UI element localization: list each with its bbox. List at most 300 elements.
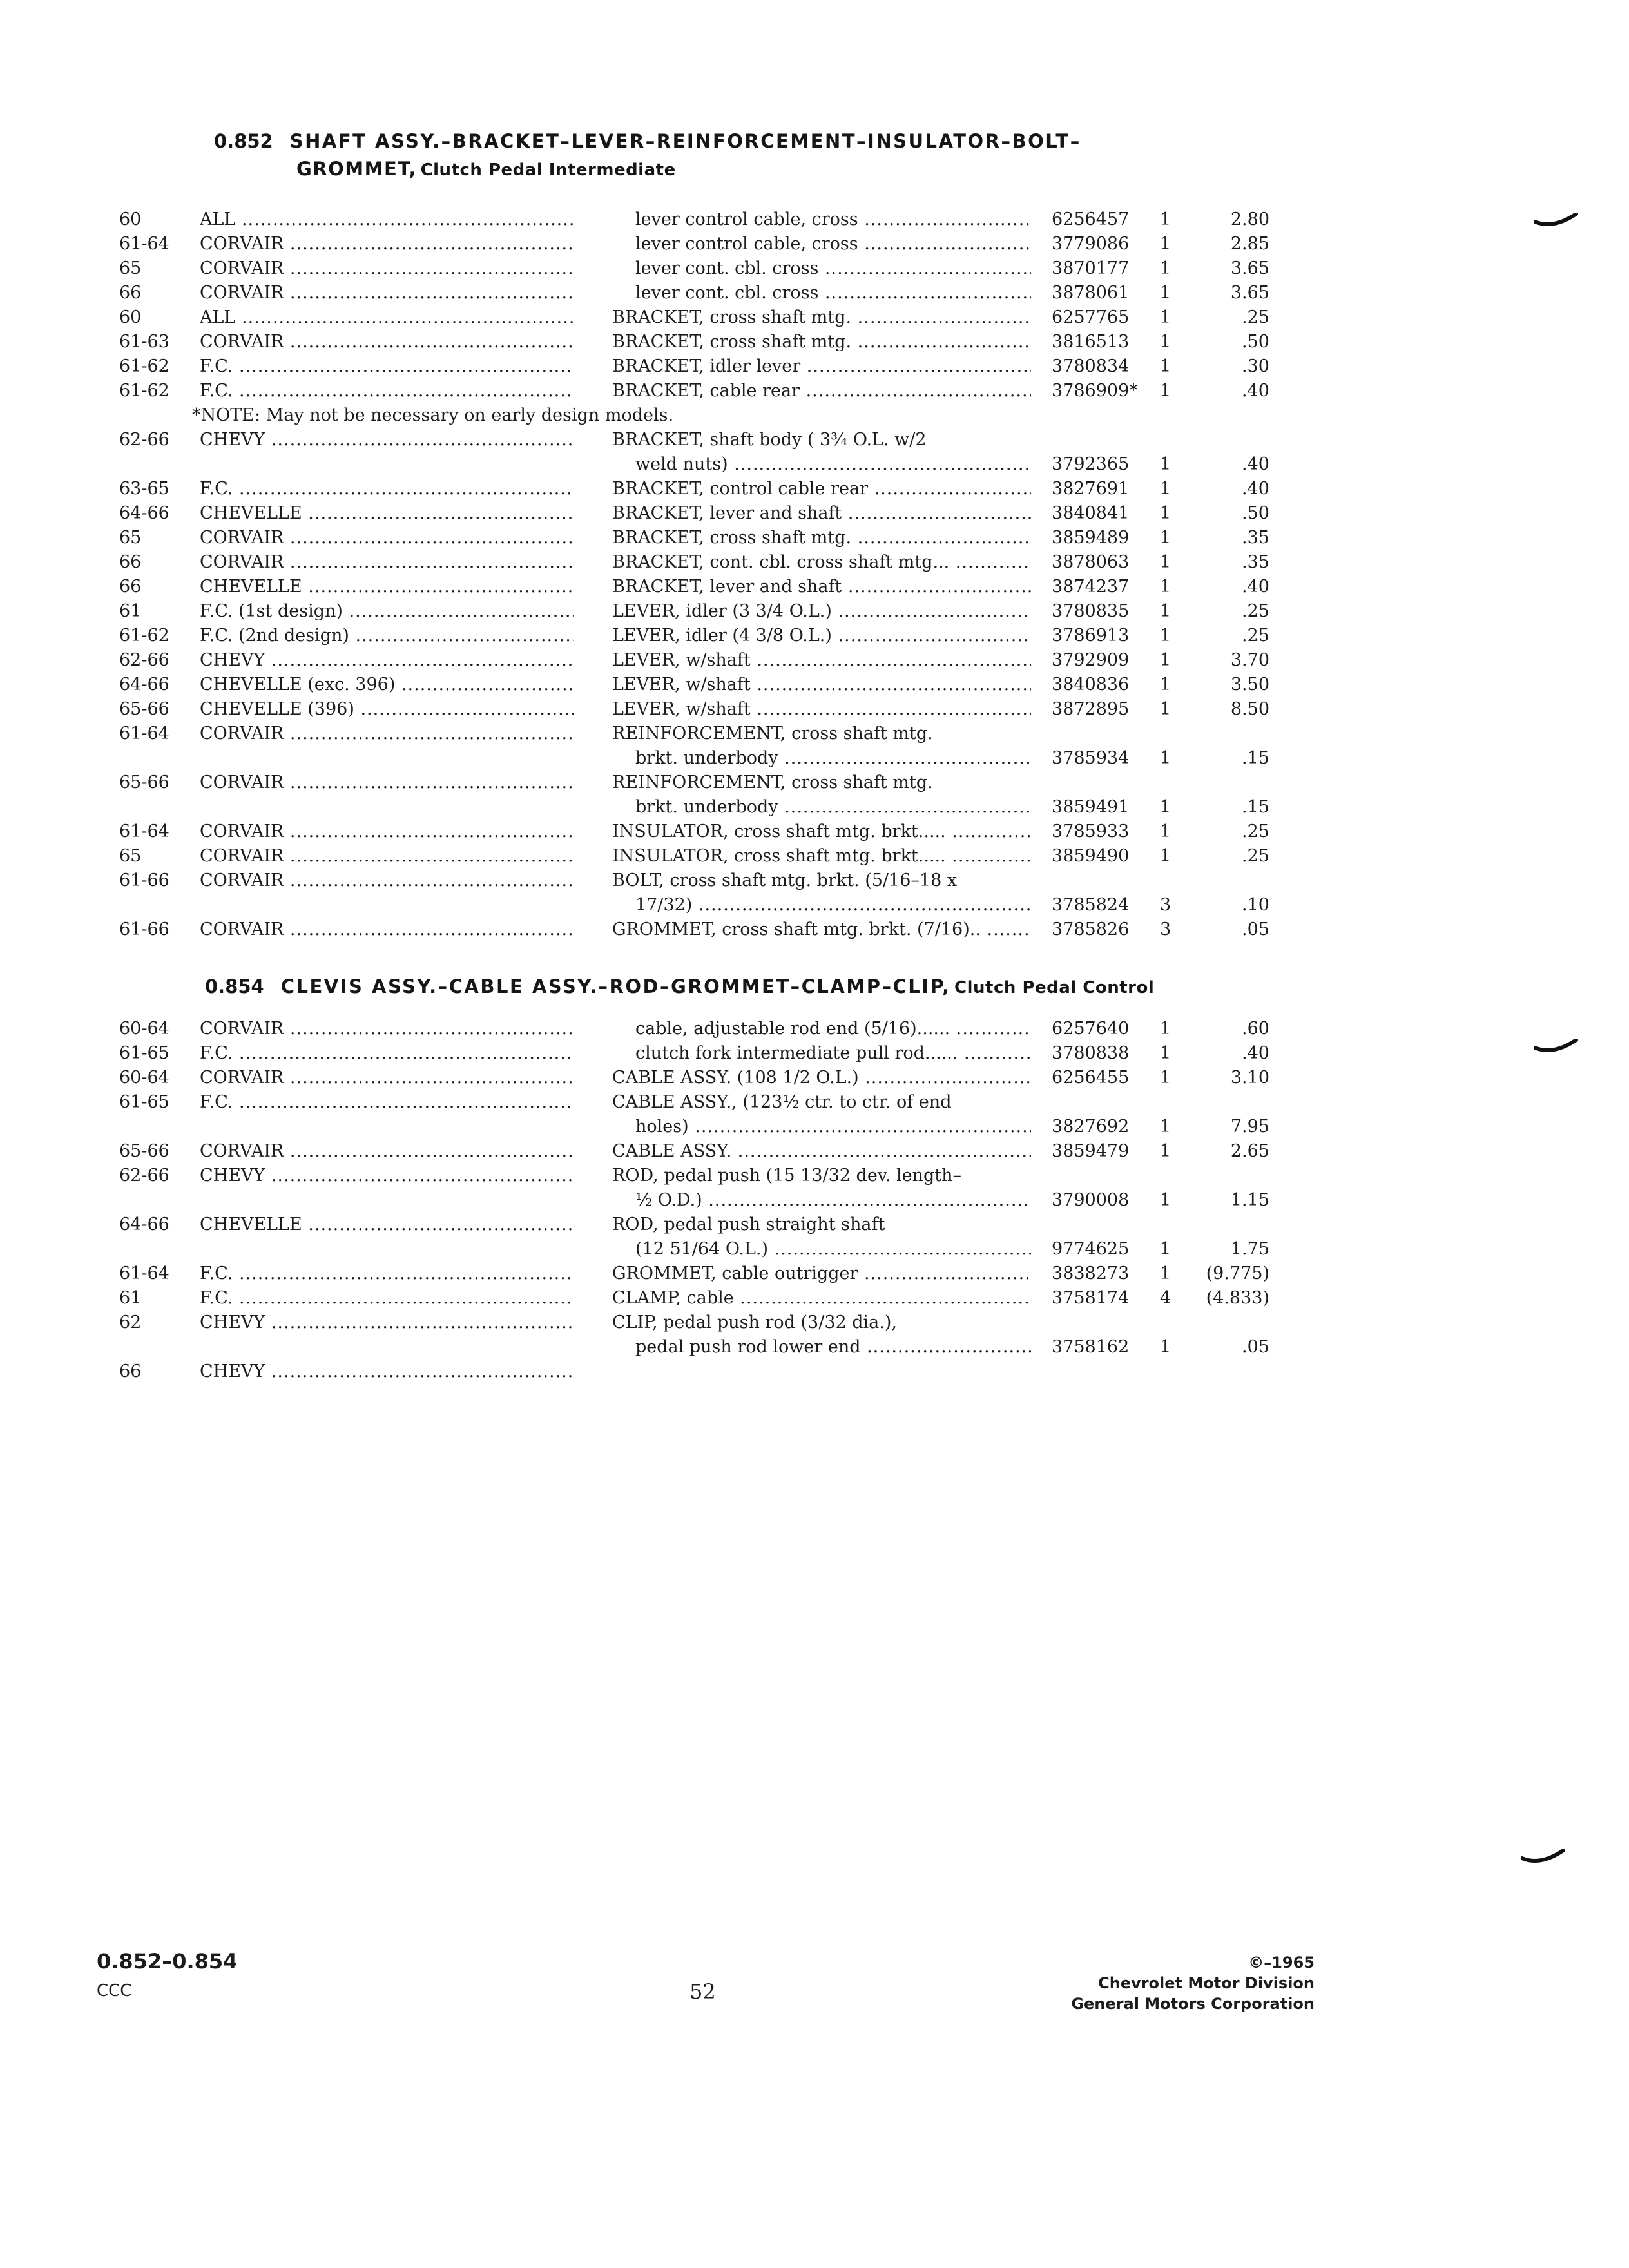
- vehicle-model-text: F.C.: [200, 479, 233, 499]
- description-text: holes): [635, 1117, 689, 1137]
- description-line: [612, 746, 1031, 771]
- part-description: [612, 550, 1031, 575]
- binder-mark-icon: [1534, 213, 1579, 232]
- description-text: clutch fork intermediate pull rod......: [635, 1043, 958, 1063]
- description-line: [612, 771, 1031, 795]
- model-year: 61: [119, 601, 142, 621]
- description-text: BOLT, cross shaft mtg. brkt. (5/16–18 x: [612, 870, 958, 890]
- parts-row: [0, 1213, 1629, 1262]
- vehicle-model: [200, 232, 574, 256]
- quantity: 1: [1160, 1043, 1171, 1063]
- description-text: BRACKET, lever and shaft: [612, 503, 842, 523]
- vehicle-model-text: CHEVELLE: [200, 503, 302, 523]
- description-text: GROMMET, cross shaft mtg. brkt. (7/16)..: [612, 919, 981, 939]
- description-line: [612, 256, 1031, 281]
- vehicle-model: [200, 281, 574, 305]
- description-line: [612, 1237, 1031, 1262]
- vehicle-model: [200, 869, 574, 893]
- part-description: [612, 1090, 1031, 1139]
- part-description: [612, 330, 1031, 354]
- vehicle-model: [200, 575, 574, 599]
- vehicle-model-text: F.C.: [200, 356, 233, 376]
- vehicle-model-text: CORVAIR: [200, 1068, 284, 1088]
- description-line: [612, 354, 1031, 379]
- parts-row: [0, 281, 1629, 305]
- vehicle-model-text: CORVAIR: [200, 332, 284, 352]
- quantity: 1: [1160, 601, 1171, 621]
- parts-row: [0, 844, 1629, 869]
- part-description: [612, 844, 1031, 869]
- description-text: pedal push rod lower end: [635, 1337, 861, 1357]
- part-description: [612, 501, 1031, 526]
- parts-row: [0, 1360, 1629, 1384]
- parts-row: [0, 673, 1629, 697]
- parts-row: [0, 1311, 1629, 1360]
- parts-row: [0, 207, 1629, 232]
- price: 3.50: [1230, 675, 1269, 695]
- division-name: Chevrolet Motor Division: [1098, 1974, 1315, 1992]
- parts-row: [0, 501, 1629, 526]
- description-text: lever control cable, cross: [635, 234, 858, 254]
- part-number: 3878061: [1052, 283, 1130, 303]
- part-number: 3874237: [1052, 577, 1130, 597]
- description-line: [612, 305, 1031, 330]
- vehicle-model-text: CORVAIR: [200, 234, 284, 254]
- part-description: [612, 648, 1031, 673]
- vehicle-model: [200, 1017, 574, 1041]
- price: .40: [1242, 454, 1269, 474]
- description-line: [612, 820, 1031, 844]
- part-number: 3859489: [1052, 528, 1130, 548]
- vehicle-model-text: CORVAIR: [200, 773, 284, 793]
- description-text: lever cont. cbl. cross: [635, 258, 819, 278]
- vehicle-model-text: CHEVY: [200, 1166, 265, 1186]
- part-number: 3827692: [1052, 1117, 1130, 1137]
- part-number: 3870177: [1052, 258, 1130, 278]
- description-text: 17/32): [635, 895, 693, 915]
- part-number: 3859490: [1052, 846, 1130, 866]
- model-year: 61: [119, 1288, 142, 1308]
- description-line: [612, 477, 1031, 501]
- description-text: BRACKET, shaft body ( 3¾ O.L. w/2: [612, 430, 927, 450]
- description-line: [612, 1066, 1031, 1090]
- part-number: 3780838: [1052, 1043, 1130, 1063]
- description-text: LEVER, w/shaft: [612, 650, 751, 670]
- model-year: 61-64: [119, 822, 169, 841]
- description-text: BRACKET, cross shaft mtg.: [612, 332, 852, 352]
- description-line: [612, 599, 1031, 624]
- description-text: BRACKET, cont. cbl. cross shaft mtg...: [612, 552, 950, 572]
- vehicle-model-text: CORVAIR: [200, 724, 284, 744]
- quantity: 1: [1160, 1019, 1171, 1039]
- part-description: [612, 428, 1031, 477]
- model-year: 61-62: [119, 356, 169, 376]
- parts-row: [0, 477, 1629, 501]
- model-year: 63-65: [119, 479, 169, 499]
- model-year: 62: [119, 1312, 142, 1332]
- quantity: 1: [1160, 234, 1171, 254]
- quantity: 1: [1160, 209, 1171, 229]
- description-line: [612, 1090, 1031, 1115]
- section-title: SHAFT ASSY.–BRACKET–LEVER–REINFORCEMENT–INSULATOR–BOLT–: [289, 130, 1081, 152]
- part-description: [612, 1286, 1031, 1311]
- quantity: 1: [1160, 258, 1171, 278]
- vehicle-model-text: CHEVY: [200, 1361, 265, 1381]
- catalog-code: CCC: [97, 1981, 132, 2001]
- section-number: 0.852: [214, 130, 273, 152]
- parts-row: [0, 330, 1629, 354]
- part-number: 3790008: [1052, 1190, 1130, 1210]
- vehicle-model: [200, 697, 574, 722]
- description-text: CABLE ASSY., (123½ ctr. to ctr. of end: [612, 1092, 952, 1112]
- description-text: lever cont. cbl. cross: [635, 283, 819, 303]
- part-number: 6256457: [1052, 209, 1130, 229]
- vehicle-model: [200, 526, 574, 550]
- vehicle-model-text: CORVAIR: [200, 1019, 284, 1039]
- part-description: [612, 1139, 1031, 1164]
- parts-row: [0, 232, 1629, 256]
- part-description: [612, 1041, 1031, 1066]
- vehicle-model: [200, 820, 574, 844]
- model-year: 64-66: [119, 503, 169, 523]
- section-header-0854: [205, 974, 1236, 1002]
- description-text: (12 51/64 O.L.): [635, 1239, 769, 1259]
- part-number: 3780835: [1052, 601, 1130, 621]
- description-line: [612, 697, 1031, 722]
- vehicle-model: [200, 1139, 574, 1164]
- vehicle-model: [200, 1360, 574, 1384]
- quantity: 1: [1160, 454, 1171, 474]
- part-description: [612, 379, 1031, 403]
- description-text: LEVER, w/shaft: [612, 699, 751, 719]
- description-line: [612, 232, 1031, 256]
- model-year: 61-62: [119, 626, 169, 646]
- vehicle-model: [200, 1066, 574, 1090]
- section-subtitle: Clutch Pedal Control: [954, 978, 1155, 997]
- quantity: 1: [1160, 528, 1171, 548]
- parts-row: [0, 575, 1629, 599]
- vehicle-model: [200, 771, 574, 795]
- price: 3.65: [1230, 283, 1269, 303]
- part-description: [612, 820, 1031, 844]
- parts-list-0854: [0, 1017, 1629, 1384]
- quantity: 1: [1160, 748, 1171, 768]
- model-year: 64-66: [119, 1215, 169, 1235]
- vehicle-model-text: CORVAIR: [200, 283, 284, 303]
- model-year: 65-66: [119, 699, 169, 719]
- description-line: [612, 207, 1031, 232]
- vehicle-model-text: CHEVELLE (exc. 396): [200, 675, 396, 695]
- quantity: 1: [1160, 1264, 1171, 1283]
- part-description: [612, 918, 1031, 942]
- vehicle-model: [200, 354, 574, 379]
- description-line: [612, 501, 1031, 526]
- model-year: 66: [119, 1361, 142, 1381]
- vehicle-model: [200, 1286, 574, 1311]
- section-title: CLEVIS ASSY.–CABLE ASSY.–ROD–GROMMET–CLAMP–CLIP,: [280, 975, 951, 997]
- part-number: 3785824: [1052, 895, 1130, 915]
- quantity: 1: [1160, 1337, 1171, 1357]
- description-line: [612, 550, 1031, 575]
- vehicle-model: [200, 1041, 574, 1066]
- price: 8.50: [1230, 699, 1269, 719]
- quantity: 1: [1160, 1068, 1171, 1088]
- vehicle-model: [200, 1311, 574, 1335]
- vehicle-model: [200, 624, 574, 648]
- price: .50: [1242, 503, 1269, 523]
- price: 2.85: [1230, 234, 1269, 254]
- vehicle-model-text: F.C. (1st design): [200, 601, 343, 621]
- model-year: 61-65: [119, 1092, 169, 1112]
- quantity: 1: [1160, 332, 1171, 352]
- price: 1.75: [1230, 1239, 1269, 1259]
- model-year: 61-64: [119, 1264, 169, 1283]
- quantity: 1: [1160, 822, 1171, 841]
- vehicle-model-text: CORVAIR: [200, 258, 284, 278]
- model-year: 66: [119, 552, 142, 572]
- price: .30: [1242, 356, 1269, 376]
- part-description: [612, 697, 1031, 722]
- description-text: BRACKET, idler lever: [612, 356, 801, 376]
- vehicle-model-text: CORVAIR: [200, 822, 284, 841]
- model-year: 62-66: [119, 1166, 169, 1186]
- quantity: 4: [1160, 1288, 1171, 1308]
- parts-row: [0, 379, 1629, 403]
- section-header-0852: [214, 129, 1181, 184]
- section-number: 0.854: [205, 975, 264, 997]
- page-number: 52: [689, 1979, 716, 2004]
- description-text: GROMMET, cable outrigger: [612, 1264, 858, 1283]
- part-number: 3786909*: [1052, 381, 1138, 401]
- vehicle-model-text: CORVAIR: [200, 552, 284, 572]
- part-description: [612, 1262, 1031, 1286]
- description-text: CABLE ASSY. (108 1/2 O.L.): [612, 1068, 859, 1088]
- price: .60: [1242, 1019, 1269, 1039]
- parts-row: [0, 697, 1629, 722]
- quantity: 1: [1160, 797, 1171, 817]
- vehicle-model: [200, 207, 574, 232]
- parts-row: [0, 1262, 1629, 1286]
- model-year: 66: [119, 283, 142, 303]
- vehicle-model-text: CHEVELLE: [200, 577, 302, 597]
- description-text: REINFORCEMENT, cross shaft mtg.: [612, 773, 933, 793]
- model-year: 65-66: [119, 1141, 169, 1161]
- vehicle-model-text: CORVAIR: [200, 528, 284, 548]
- vehicle-model-text: F.C.: [200, 1264, 233, 1283]
- part-description: [612, 771, 1031, 820]
- price: (4.833): [1206, 1288, 1269, 1308]
- model-year: 60-64: [119, 1068, 169, 1088]
- parts-row: [0, 820, 1629, 844]
- vehicle-model-text: CHEVY: [200, 650, 265, 670]
- price: 2.80: [1230, 209, 1269, 229]
- part-description: [612, 232, 1031, 256]
- part-description: [612, 575, 1031, 599]
- quantity: 1: [1160, 1141, 1171, 1161]
- model-year: 62-66: [119, 650, 169, 670]
- description-text: lever control cable, cross: [635, 209, 858, 229]
- vehicle-model-text: CORVAIR: [200, 870, 284, 890]
- price: 1.15: [1230, 1190, 1269, 1210]
- parts-row: [0, 624, 1629, 648]
- description-text: weld nuts): [635, 454, 728, 474]
- model-year: 65-66: [119, 773, 169, 793]
- quantity: 1: [1160, 699, 1171, 719]
- quantity: 1: [1160, 283, 1171, 303]
- description-text: INSULATOR, cross shaft mtg. brkt.....: [612, 846, 946, 866]
- price: (9.775): [1206, 1264, 1269, 1283]
- price: .05: [1242, 1337, 1269, 1357]
- parts-row: [0, 771, 1629, 820]
- model-year: 61-66: [119, 870, 169, 890]
- part-number: 3758174: [1052, 1288, 1130, 1308]
- description-line: [612, 575, 1031, 599]
- description-line: [612, 281, 1031, 305]
- price: .40: [1242, 577, 1269, 597]
- quantity: 1: [1160, 1239, 1171, 1259]
- model-year: 61-65: [119, 1043, 169, 1063]
- part-number: 3816513: [1052, 332, 1130, 352]
- model-year: 65: [119, 528, 142, 548]
- binder-mark-icon: [1521, 1849, 1566, 1869]
- description-text: CLIP, pedal push rod (3/32 dia.),: [612, 1312, 897, 1332]
- description-line: [612, 1262, 1031, 1286]
- part-description: [612, 1066, 1031, 1090]
- part-description: [612, 869, 1031, 918]
- description-line: [612, 1017, 1031, 1041]
- section-range: 0.852–0.854: [97, 1949, 238, 1974]
- price: 7.95: [1230, 1117, 1269, 1137]
- description-text: brkt. underbody: [635, 797, 778, 817]
- vehicle-model: [200, 673, 574, 697]
- section-title-line2: GROMMET,: [296, 158, 417, 180]
- part-number: 3780834: [1052, 356, 1130, 376]
- parts-row: [0, 256, 1629, 281]
- vehicle-model: [200, 844, 574, 869]
- description-text: BRACKET, cross shaft mtg.: [612, 528, 852, 548]
- quantity: 1: [1160, 356, 1171, 376]
- description-text: cable, adjustable rod end (5/16)......: [635, 1019, 950, 1039]
- price: .35: [1242, 528, 1269, 548]
- parts-row: [0, 1090, 1629, 1139]
- model-year: 61-63: [119, 332, 169, 352]
- quantity: 1: [1160, 479, 1171, 499]
- parts-row: [0, 1017, 1629, 1041]
- vehicle-model: [200, 1164, 574, 1188]
- quantity: 1: [1160, 552, 1171, 572]
- vehicle-model: [200, 648, 574, 673]
- vehicle-model: [200, 379, 574, 403]
- part-description: [612, 722, 1031, 771]
- part-number: 3840836: [1052, 675, 1130, 695]
- part-number: 3838273: [1052, 1264, 1130, 1283]
- description-line: [612, 1286, 1031, 1311]
- description-line: [612, 1139, 1031, 1164]
- model-year: 61-66: [119, 919, 169, 939]
- part-description: [612, 599, 1031, 624]
- part-number: 6256455: [1052, 1068, 1130, 1088]
- parts-row: [0, 1164, 1629, 1213]
- quantity: 3: [1160, 895, 1171, 915]
- parts-row: [0, 1286, 1629, 1311]
- vehicle-model-text: F.C.: [200, 1092, 233, 1112]
- description-line: [612, 452, 1031, 477]
- vehicle-model-text: F.C.: [200, 1043, 233, 1063]
- footnote: *NOTE: May not be necessary on early design models.: [192, 405, 674, 425]
- description-line: [612, 1041, 1031, 1066]
- price: .40: [1242, 479, 1269, 499]
- price: .40: [1242, 1043, 1269, 1063]
- parts-row: [0, 1041, 1629, 1066]
- description-text: LEVER, idler (3 3/4 O.L.): [612, 601, 832, 621]
- model-year: 66: [119, 577, 142, 597]
- description-text: CLAMP, cable: [612, 1288, 734, 1308]
- description-line: [612, 1311, 1031, 1335]
- part-number: 3785934: [1052, 748, 1130, 768]
- quantity: 1: [1160, 577, 1171, 597]
- copyright: ©–1965: [1248, 1954, 1315, 1972]
- quantity: 1: [1160, 626, 1171, 646]
- vehicle-model: [200, 550, 574, 575]
- vehicle-model: [200, 256, 574, 281]
- description-text: BRACKET, lever and shaft: [612, 577, 842, 597]
- description-line: [612, 795, 1031, 820]
- part-number: 3792909: [1052, 650, 1130, 670]
- model-year: 65: [119, 846, 142, 866]
- vehicle-model-text: F.C.: [200, 1288, 233, 1308]
- parts-list-0852: [0, 207, 1629, 942]
- part-number: 3872895: [1052, 699, 1130, 719]
- part-description: [612, 281, 1031, 305]
- price: .15: [1242, 748, 1269, 768]
- part-description: [612, 305, 1031, 330]
- description-line: [612, 1335, 1031, 1360]
- part-description: [612, 256, 1031, 281]
- part-number: 3758162: [1052, 1337, 1130, 1357]
- quantity: 1: [1160, 503, 1171, 523]
- description-text: INSULATOR, cross shaft mtg. brkt.....: [612, 822, 946, 841]
- price: .10: [1242, 895, 1269, 915]
- quantity: 1: [1160, 846, 1171, 866]
- part-number: 3859491: [1052, 797, 1130, 817]
- vehicle-model: [200, 477, 574, 501]
- quantity: 1: [1160, 650, 1171, 670]
- quantity: 1: [1160, 307, 1171, 327]
- description-line: [612, 869, 1031, 893]
- description-text: BRACKET, cable rear: [612, 381, 800, 401]
- description-line: [612, 722, 1031, 746]
- description-line: [612, 673, 1031, 697]
- part-description: [612, 624, 1031, 648]
- price: .25: [1242, 307, 1269, 327]
- price: .25: [1242, 822, 1269, 841]
- parts-row: [0, 428, 1629, 477]
- description-line: [612, 918, 1031, 942]
- price: 2.65: [1230, 1141, 1269, 1161]
- parts-row: [0, 1139, 1629, 1164]
- description-line: [612, 330, 1031, 354]
- part-number: 3785826: [1052, 919, 1130, 939]
- quantity: 3: [1160, 919, 1171, 939]
- part-number: 3878063: [1052, 552, 1130, 572]
- part-number: 3786913: [1052, 626, 1130, 646]
- section-subtitle: Clutch Pedal Intermediate: [420, 160, 676, 180]
- publisher-block: [1031, 1952, 1315, 2014]
- description-line: [612, 428, 1031, 452]
- model-year: 65: [119, 258, 142, 278]
- description-line: [612, 893, 1031, 918]
- description-line: [612, 1115, 1031, 1139]
